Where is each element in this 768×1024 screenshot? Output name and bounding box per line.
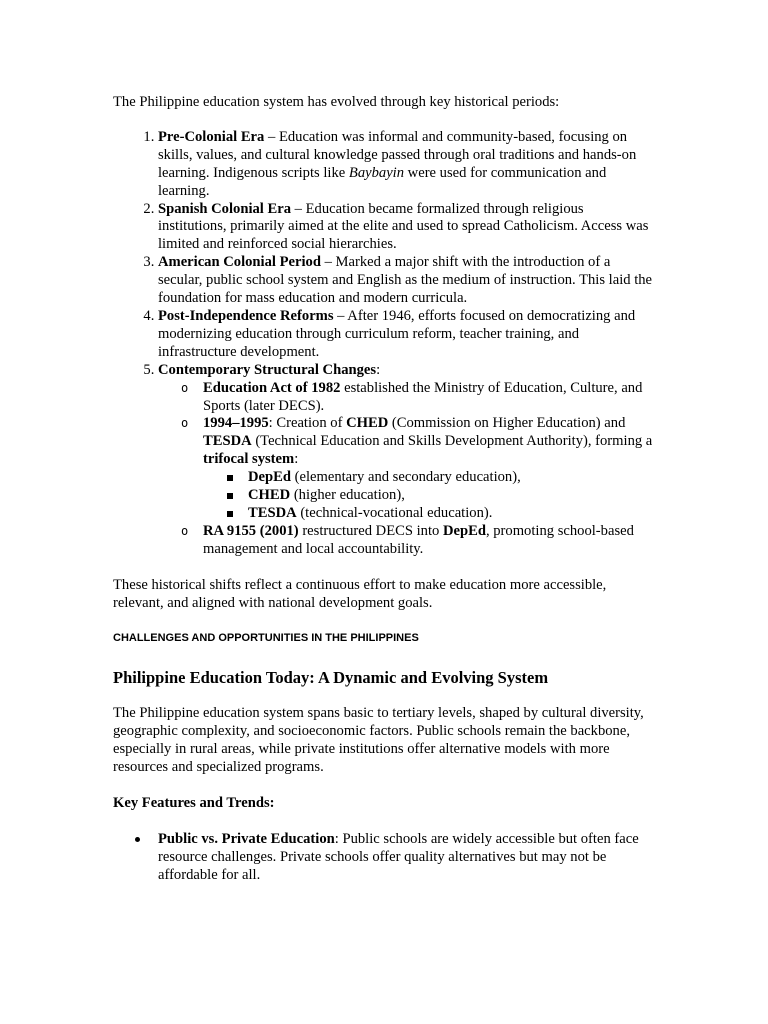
sub-item-bold: CHED [346, 415, 389, 432]
period-item [158, 254, 655, 308]
sub-item-text: , promoting school-based management and local accountability. [203, 522, 634, 557]
trifocal-desc: (higher education), [290, 487, 405, 504]
sub-item-bold: trifocal system [203, 451, 295, 468]
intro-paragraph: The Philippine education system has evolved through key historical periods: [113, 94, 560, 110]
feature-item [158, 831, 655, 885]
section-title: Philippine Education Today: A Dynamic and Evolving System [113, 668, 549, 688]
sub-item-text: : Creation of [268, 415, 347, 432]
trifocal-desc: (elementary and secondary education), [290, 469, 521, 486]
historical-periods-list [113, 129, 655, 559]
period-italic-term: Baybayin [348, 164, 405, 181]
challenges-heading: CHALLENGES AND OPPORTUNITIES IN THE PHILIPPINES [113, 632, 419, 645]
trifocal-agency: DepEd [248, 469, 291, 486]
trifocal-item [248, 469, 655, 487]
trifocal-list [203, 469, 655, 523]
sub-item [203, 380, 655, 416]
sub-item-bold: DepEd [442, 522, 486, 539]
period-title: Contemporary Structural Changes [158, 361, 377, 378]
sub-item-text: : [294, 451, 299, 468]
sub-item-text: restructured DECS into [298, 522, 443, 539]
sub-item [203, 523, 655, 559]
sub-item-bold: TESDA [203, 433, 252, 450]
period-item [158, 129, 655, 201]
structural-changes-list [158, 380, 655, 559]
period-text: – After 1946, efforts focused on democratizing and modernizing education through curriculum reform, teacher training, and infrastructure development. [158, 307, 636, 360]
period-text: were used for communication and learning. [158, 164, 607, 199]
period-text: : [376, 361, 381, 378]
sub-item-bold: Education Act of 1982 [203, 379, 341, 396]
trifocal-item [248, 487, 655, 505]
period-text: – Education was informal and community-based, focusing on skills, values, and cultural knowledge passed through oral traditions and hands-on learning. Indigenous scripts like [158, 128, 637, 181]
period-title: Pre-Colonial Era [158, 128, 265, 145]
period-title: American Colonial Period [158, 254, 321, 271]
period-item [158, 362, 655, 559]
period-item [158, 201, 655, 255]
trifocal-agency: TESDA [248, 504, 297, 521]
feature-text: : Public schools are widely accessible but often face resource challenges. Private schools offer quality alternatives but may not be affordable for all. [158, 830, 639, 883]
trifocal-desc: (technical-vocational education). [296, 504, 493, 521]
section-body-paragraph: The Philippine education system spans basic to tertiary levels, shaped by cultural diversity, geographic complexity, and socioeconomic factors. Public schools remain the backbone, especially in rural areas, while private institutions offer alternative models with more resources and specialized programs. [113, 705, 644, 776]
period-text: – Marked a major shift with the introduction of a secular, public school system and English as the medium of instruction. This laid the foundation for mass education and modern curricula. [158, 254, 653, 307]
closing-paragraph: These historical shifts reflect a continuous effort to make education more accessible, relevant, and aligned with national development goals. [113, 576, 607, 611]
trifocal-item [248, 505, 655, 523]
sub-item [203, 415, 655, 522]
period-title: Post-Independence Reforms [158, 307, 334, 324]
sub-item-bold: RA 9155 (2001) [203, 522, 299, 539]
period-item [158, 308, 655, 362]
sub-item-text: (Commission on Higher Education) and [388, 415, 626, 432]
sub-item-bold: 1994–1995 [203, 415, 269, 432]
sub-item-text: (Technical Education and Skills Development Authority), forming a [251, 433, 653, 450]
key-features-heading: Key Features and Trends: [113, 795, 275, 811]
sub-item-text: established the Ministry of Education, Culture, and Sports (later DECS). [203, 379, 643, 414]
features-list [113, 831, 655, 885]
trifocal-agency: CHED [248, 487, 291, 504]
period-text: – Education became formalized through religious institutions, primarily aimed at the elite and used to spread Catholicism. Access was limited and reinforced social hierarchies. [158, 200, 649, 253]
feature-title: Public vs. Private Education [158, 830, 335, 847]
period-title: Spanish Colonial Era [158, 200, 292, 217]
